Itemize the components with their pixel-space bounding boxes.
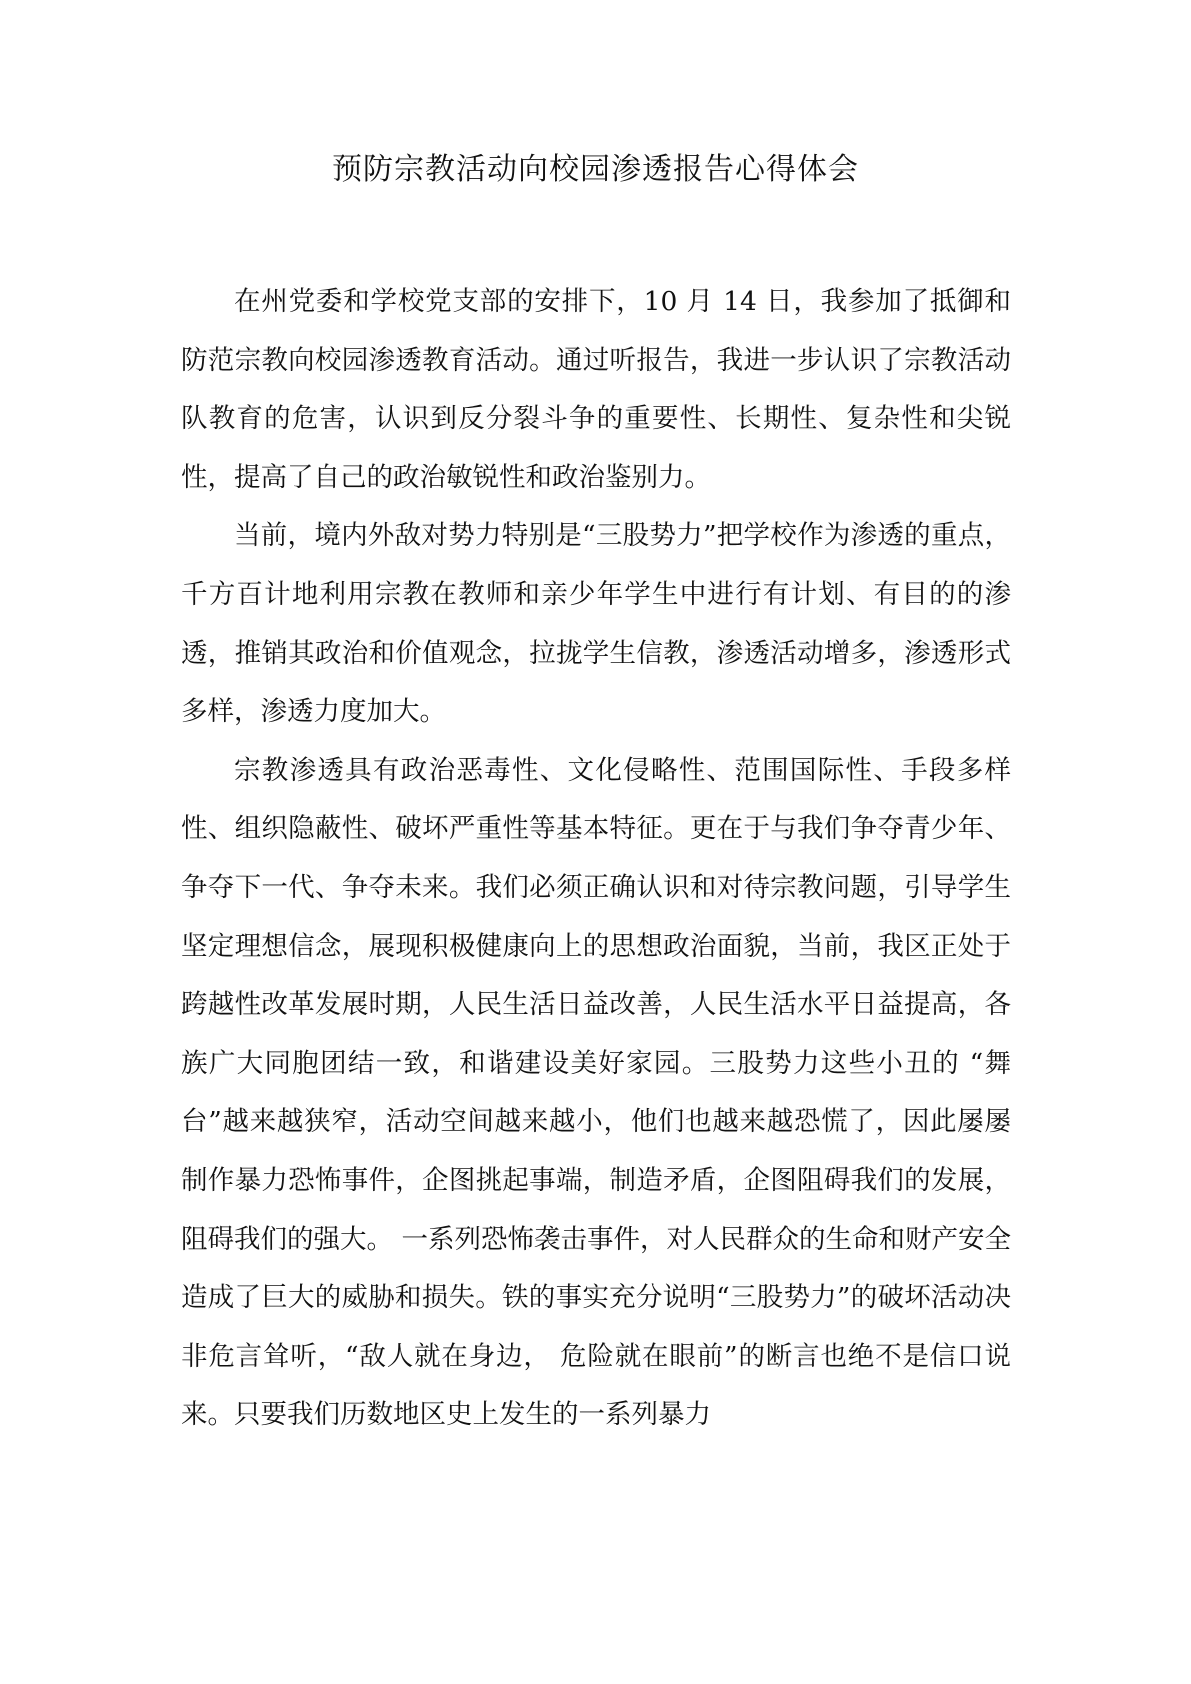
- document-body: [181, 273, 1011, 1445]
- paragraph-2: 当前，境内外敌对势力特别是“三股势力”把学校作为渗透的重点，千方百计地利用宗教在教师和亲少年学生中进行有计划、有目的的渗透，推销其政治和价值观念，拉拢学生信教，渗透活动增多，渗透形式多样，渗透力度加大。: [181, 520, 1011, 728]
- paragraph-1: 在州党委和学校党支部的安排下，10 月 14 日，我参加了抵御和防范宗教向校园渗透教育活动。通过听报告，我进一步认识了宗教活动队教育的危害，认识到反分裂斗争的重要性、长期性、复杂性和尖锐性，提高了自己的政治敏锐性和政治鉴别力。: [181, 286, 1011, 493]
- document-title: 预防宗教活动向校园渗透报告心得体会: [332, 152, 859, 187]
- paragraph-3: 宗教渗透具有政治恶毒性、文化侵略性、范围国际性、手段多样性、组织隐蔽性、破坏严重性等基本特征。更在于与我们争夺青少年、争夺下一代、争夺未来。我们必须正确认识和对待宗教问题，引导学生坚定理想信念，展现积极健康向上的思想政治面貌，当前，我区正处于跨越性改革发展时期，人民生活日益改善，人民生活水平日益提高，各族广大同胞团结一致，和谐建设美好家园。三股势力这些小丑的 “舞台”越来越狭窄，活动空间越来越小，他们也越来越恐慌了，因此屡屡制作暴力恐怖事件，企图挑起事端，制造矛盾，企图阻碍我们的发展，阻碍我们的强大。 一系列恐怖袭击事件，对人民群众的生命和财产安全造成了巨大的威胁和损失。铁的事实充分说明“三股势力”的破坏活动决非危言耸听，“敌人就在身边， 危险就在眼前”的断言也绝不是信口说来。只要我们历数地区史上发生的一系列暴力: [181, 754, 1011, 1431]
